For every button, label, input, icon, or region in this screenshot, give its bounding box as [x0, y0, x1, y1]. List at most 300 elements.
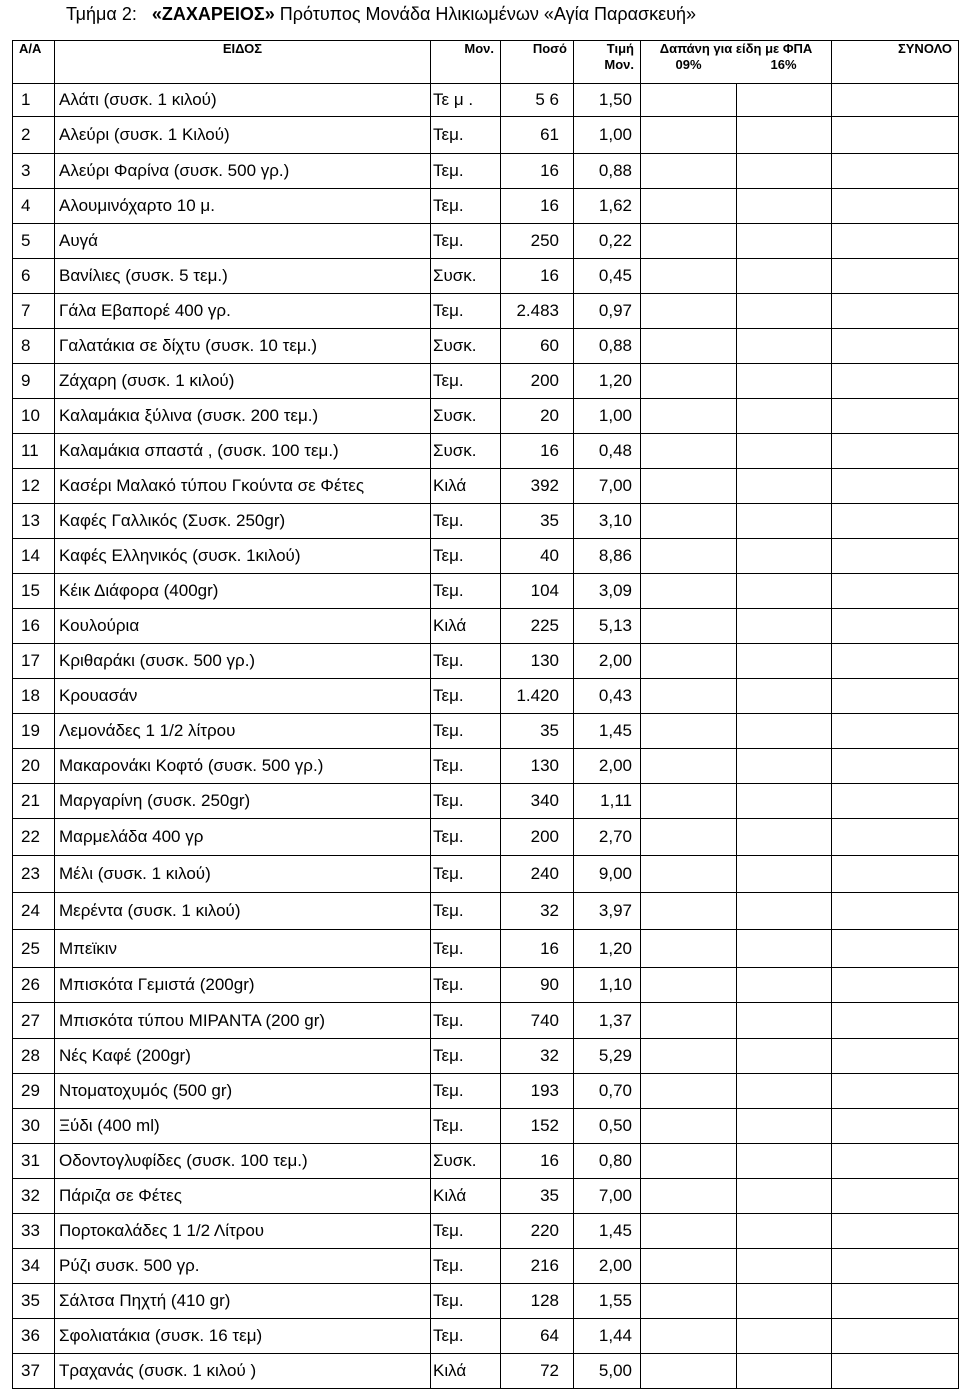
row-unit: Τεμ.	[431, 893, 501, 930]
row-num: 11	[13, 434, 55, 469]
row-price: 5,00	[574, 1354, 641, 1389]
table-row	[13, 1319, 959, 1354]
row-unit: Τεμ.	[431, 644, 501, 679]
row-qty: 32	[501, 893, 574, 930]
row-num: 36	[13, 1319, 55, 1354]
row-price: 1,11	[574, 784, 641, 819]
table-row	[13, 930, 959, 968]
table-row	[13, 1179, 959, 1214]
row-item: Πάριζα σε Φέτες	[55, 1179, 431, 1214]
row-num: 14	[13, 539, 55, 574]
row-vat9	[641, 1354, 737, 1389]
row-vat16	[737, 749, 832, 784]
row-item: Αλεύρι Φαρίνα (συσκ. 500 γρ.)	[55, 154, 431, 189]
row-total	[832, 364, 959, 399]
row-num: 21	[13, 784, 55, 819]
row-price: 0,88	[574, 154, 641, 189]
row-num: 5	[13, 224, 55, 259]
row-vat16	[737, 294, 832, 329]
row-vat16	[737, 189, 832, 224]
row-vat9	[641, 539, 737, 574]
row-qty: 60	[501, 329, 574, 364]
row-item: Σάλτσα Πηχτή (410 gr)	[55, 1284, 431, 1319]
row-vat9	[641, 84, 737, 117]
header-num: Α/Α	[13, 41, 55, 84]
row-qty: 16	[501, 154, 574, 189]
row-vat9	[641, 1249, 737, 1284]
table-row	[13, 856, 959, 893]
row-vat9	[641, 154, 737, 189]
row-vat9	[641, 749, 737, 784]
row-total	[832, 1039, 959, 1074]
row-vat9	[641, 329, 737, 364]
row-total	[832, 856, 959, 893]
row-item: Ντοματοχυμός (500 gr)	[55, 1074, 431, 1109]
row-qty: 16	[501, 259, 574, 294]
row-total	[832, 259, 959, 294]
row-vat9	[641, 1179, 737, 1214]
table-row	[13, 714, 959, 749]
table-row	[13, 399, 959, 434]
row-vat16	[737, 154, 832, 189]
row-vat9	[641, 679, 737, 714]
row-item: Καφές Γαλλικός (Συσκ. 250gr)	[55, 504, 431, 539]
row-price: 2,00	[574, 644, 641, 679]
row-unit: Κιλά	[431, 469, 501, 504]
row-qty: 16	[501, 1144, 574, 1179]
row-total	[832, 1284, 959, 1319]
row-qty: 20	[501, 399, 574, 434]
row-qty: 35	[501, 504, 574, 539]
header-unit: Μον.	[431, 41, 501, 84]
row-item: Μαργαρίνη (συσκ. 250gr)	[55, 784, 431, 819]
row-unit: Κιλά	[431, 1354, 501, 1389]
table-row	[13, 679, 959, 714]
header-qty: Ποσό	[501, 41, 574, 84]
table-row	[13, 329, 959, 364]
row-qty: 250	[501, 224, 574, 259]
row-vat16	[737, 609, 832, 644]
row-vat9	[641, 259, 737, 294]
row-vat9	[641, 644, 737, 679]
row-vat16	[737, 856, 832, 893]
row-unit: Τεμ.	[431, 574, 501, 609]
table-row	[13, 1144, 959, 1179]
row-vat16	[737, 679, 832, 714]
row-num: 20	[13, 749, 55, 784]
row-price: 0,43	[574, 679, 641, 714]
row-price: 9,00	[574, 856, 641, 893]
row-unit: Κιλά	[431, 609, 501, 644]
row-total	[832, 1144, 959, 1179]
table-row	[13, 1354, 959, 1389]
row-price: 1,44	[574, 1319, 641, 1354]
table-row	[13, 968, 959, 1003]
row-item: Ζάχαρη (συσκ. 1 κιλού)	[55, 364, 431, 399]
row-vat16	[737, 1284, 832, 1319]
row-vat16	[737, 1319, 832, 1354]
row-unit: Τεμ.	[431, 1249, 501, 1284]
row-vat9	[641, 930, 737, 968]
row-unit: Τεμ.	[431, 1319, 501, 1354]
row-qty: 35	[501, 1179, 574, 1214]
row-price: 1,10	[574, 968, 641, 1003]
row-total	[832, 469, 959, 504]
row-num: 30	[13, 1109, 55, 1144]
row-total	[832, 574, 959, 609]
row-num: 16	[13, 609, 55, 644]
row-price: 7,00	[574, 1179, 641, 1214]
row-total	[832, 784, 959, 819]
row-qty: 16	[501, 189, 574, 224]
row-item: Καφές Ελληνικός (συσκ. 1κιλού)	[55, 539, 431, 574]
row-unit: Τεμ.	[431, 784, 501, 819]
row-total	[832, 968, 959, 1003]
row-vat9	[641, 434, 737, 469]
table-row	[13, 1074, 959, 1109]
row-item: Μπεϊκιν	[55, 930, 431, 968]
row-price: 2,00	[574, 1249, 641, 1284]
row-price: 8,86	[574, 539, 641, 574]
row-vat16	[737, 259, 832, 294]
row-total	[832, 1003, 959, 1039]
row-vat9	[641, 893, 737, 930]
row-vat16	[737, 1003, 832, 1039]
table-row	[13, 644, 959, 679]
row-qty: 16	[501, 434, 574, 469]
table-row	[13, 434, 959, 469]
row-vat9	[641, 1039, 737, 1074]
row-total	[832, 609, 959, 644]
row-item: Ρύζι συσκ. 500 γρ.	[55, 1249, 431, 1284]
row-vat9	[641, 856, 737, 893]
row-item: Τραχανάς (συσκ. 1 κιλού )	[55, 1354, 431, 1389]
row-vat16	[737, 84, 832, 117]
row-price: 3,10	[574, 504, 641, 539]
title-suffix: Πρότυπος Μονάδα Ηλικιωμένων «Αγία Παρασκευή»	[279, 4, 697, 24]
row-item: Μέλι (συσκ. 1 κιλού)	[55, 856, 431, 893]
row-vat16	[737, 819, 832, 856]
row-unit: Συσκ.	[431, 329, 501, 364]
table-row	[13, 1003, 959, 1039]
row-item: Καλαμάκια σπαστά , (συσκ. 100 τεμ.)	[55, 434, 431, 469]
row-item: Αλεύρι (συσκ. 1 Κιλού)	[55, 117, 431, 154]
row-unit: Τεμ.	[431, 1074, 501, 1109]
row-price: 1,00	[574, 399, 641, 434]
table-row	[13, 574, 959, 609]
row-unit: Τεμ.	[431, 117, 501, 154]
row-price: 0,80	[574, 1144, 641, 1179]
row-vat9	[641, 574, 737, 609]
row-qty: 35	[501, 714, 574, 749]
table-row	[13, 1249, 959, 1284]
table-body	[13, 84, 959, 1389]
row-item: Αλάτι (συσκ. 1 κιλού)	[55, 84, 431, 117]
row-num: 3	[13, 154, 55, 189]
row-item: Μακαρονάκι Κοφτό (συσκ. 500 γρ.)	[55, 749, 431, 784]
row-price: 3,09	[574, 574, 641, 609]
row-num: 18	[13, 679, 55, 714]
row-unit: Τεμ.	[431, 1109, 501, 1144]
row-unit: Τεμ.	[431, 364, 501, 399]
row-vat16	[737, 644, 832, 679]
table-row	[13, 1284, 959, 1319]
row-num: 1	[13, 84, 55, 117]
row-unit: Συσκ.	[431, 259, 501, 294]
row-item: Βανίλιες (συσκ. 5 τεμ.)	[55, 259, 431, 294]
row-price: 1,62	[574, 189, 641, 224]
row-num: 4	[13, 189, 55, 224]
row-num: 35	[13, 1284, 55, 1319]
row-item: Κασέρι Μαλακό τύπου Γκούντα σε Φέτες	[55, 469, 431, 504]
row-unit: Τεμ.	[431, 294, 501, 329]
row-total	[832, 117, 959, 154]
row-vat16	[737, 399, 832, 434]
table-row	[13, 609, 959, 644]
row-total	[832, 84, 959, 117]
row-price: 2,70	[574, 819, 641, 856]
row-item: Πορτοκαλάδες 1 1/2 Λίτρου	[55, 1214, 431, 1249]
row-price: 1,50	[574, 84, 641, 117]
row-qty: 40	[501, 539, 574, 574]
row-qty: 72	[501, 1354, 574, 1389]
row-vat16	[737, 784, 832, 819]
table-row	[13, 189, 959, 224]
row-unit: Τεμ.	[431, 1039, 501, 1074]
row-unit: Τεμ.	[431, 504, 501, 539]
row-num: 19	[13, 714, 55, 749]
row-item: Γαλατάκια σε δίχτυ (συσκ. 10 τεμ.)	[55, 329, 431, 364]
row-item: Ξύδι (400 ml)	[55, 1109, 431, 1144]
row-price: 1,45	[574, 714, 641, 749]
row-item: Μερέντα (συσκ. 1 κιλού)	[55, 893, 431, 930]
row-num: 37	[13, 1354, 55, 1389]
row-vat16	[737, 364, 832, 399]
row-vat16	[737, 574, 832, 609]
row-vat9	[641, 224, 737, 259]
row-qty: 104	[501, 574, 574, 609]
row-qty: 2.483	[501, 294, 574, 329]
row-unit: Τεμ.	[431, 930, 501, 968]
table-row	[13, 893, 959, 930]
row-price: 1,00	[574, 117, 641, 154]
row-price: 5,13	[574, 609, 641, 644]
row-qty: 90	[501, 968, 574, 1003]
row-unit: Τεμ.	[431, 189, 501, 224]
row-total	[832, 189, 959, 224]
row-price: 0,88	[574, 329, 641, 364]
row-total	[832, 1249, 959, 1284]
row-total	[832, 434, 959, 469]
row-unit: Συσκ.	[431, 434, 501, 469]
row-num: 9	[13, 364, 55, 399]
row-price: 0,48	[574, 434, 641, 469]
row-vat16	[737, 117, 832, 154]
row-num: 25	[13, 930, 55, 968]
row-vat16	[737, 329, 832, 364]
row-vat16	[737, 224, 832, 259]
row-item: Γάλα Εβαπορέ 400 γρ.	[55, 294, 431, 329]
row-item: Λεμονάδες 1 1/2 λίτρου	[55, 714, 431, 749]
row-vat9	[641, 1074, 737, 1109]
row-item: Κέικ Διάφορα (400gr)	[55, 574, 431, 609]
row-total	[832, 644, 959, 679]
row-unit: Τεμ.	[431, 856, 501, 893]
row-qty: 5 6	[501, 84, 574, 117]
row-price: 7,00	[574, 469, 641, 504]
row-unit: Κιλά	[431, 1179, 501, 1214]
row-num: 6	[13, 259, 55, 294]
row-vat9	[641, 784, 737, 819]
row-item: Κρουασάν	[55, 679, 431, 714]
row-price: 1,45	[574, 1214, 641, 1249]
table-row	[13, 117, 959, 154]
table-row	[13, 154, 959, 189]
row-vat9	[641, 1144, 737, 1179]
header-vat-16: 16%	[770, 57, 797, 72]
row-vat16	[737, 434, 832, 469]
row-qty: 130	[501, 644, 574, 679]
row-num: 32	[13, 1179, 55, 1214]
row-item: Μαρμελάδα 400 γρ	[55, 819, 431, 856]
row-num: 27	[13, 1003, 55, 1039]
row-vat16	[737, 539, 832, 574]
row-num: 26	[13, 968, 55, 1003]
items-table	[12, 40, 959, 1389]
row-qty: 130	[501, 749, 574, 784]
row-vat9	[641, 294, 737, 329]
row-price: 3,97	[574, 893, 641, 930]
row-num: 29	[13, 1074, 55, 1109]
row-num: 15	[13, 574, 55, 609]
table-row	[13, 504, 959, 539]
table-row	[13, 469, 959, 504]
row-vat16	[737, 968, 832, 1003]
row-num: 22	[13, 819, 55, 856]
row-vat16	[737, 1249, 832, 1284]
row-price: 0,97	[574, 294, 641, 329]
row-item: Καλαμάκια ξύλινα (συσκ. 200 τεμ.)	[55, 399, 431, 434]
row-unit: Τεμ.	[431, 819, 501, 856]
row-qty: 340	[501, 784, 574, 819]
row-total	[832, 749, 959, 784]
table-row	[13, 84, 959, 117]
row-num: 8	[13, 329, 55, 364]
row-total	[832, 1214, 959, 1249]
row-num: 2	[13, 117, 55, 154]
row-qty: 16	[501, 930, 574, 968]
table-row	[13, 1039, 959, 1074]
row-qty: 128	[501, 1284, 574, 1319]
row-total	[832, 1074, 959, 1109]
table-row	[13, 539, 959, 574]
row-price: 0,45	[574, 259, 641, 294]
row-vat9	[641, 189, 737, 224]
row-vat9	[641, 1319, 737, 1354]
row-vat16	[737, 504, 832, 539]
row-qty: 392	[501, 469, 574, 504]
row-num: 7	[13, 294, 55, 329]
header-vat-9: 09%	[675, 57, 702, 72]
table-row	[13, 364, 959, 399]
row-qty: 64	[501, 1319, 574, 1354]
row-num: 12	[13, 469, 55, 504]
title-prefix: Τμήμα 2:	[66, 4, 137, 24]
row-price: 0,70	[574, 1074, 641, 1109]
row-total	[832, 154, 959, 189]
row-vat9	[641, 1284, 737, 1319]
row-total	[832, 714, 959, 749]
row-unit: Τεμ.	[431, 1214, 501, 1249]
row-item: Αυγά	[55, 224, 431, 259]
row-num: 17	[13, 644, 55, 679]
row-vat16	[737, 893, 832, 930]
row-item: Οδοντογλυφίδες (συσκ. 100 τεμ.)	[55, 1144, 431, 1179]
row-vat9	[641, 609, 737, 644]
row-qty: 193	[501, 1074, 574, 1109]
row-total	[832, 329, 959, 364]
row-num: 23	[13, 856, 55, 893]
row-num: 13	[13, 504, 55, 539]
row-item: Νές Καφέ (200gr)	[55, 1039, 431, 1074]
row-qty: 220	[501, 1214, 574, 1249]
row-price: 0,22	[574, 224, 641, 259]
row-vat16	[737, 1144, 832, 1179]
row-qty: 240	[501, 856, 574, 893]
row-unit: Συσκ.	[431, 399, 501, 434]
row-price: 0,50	[574, 1109, 641, 1144]
row-vat16	[737, 1039, 832, 1074]
row-qty: 200	[501, 364, 574, 399]
row-unit: Τεμ.	[431, 968, 501, 1003]
row-total	[832, 224, 959, 259]
row-vat9	[641, 469, 737, 504]
header-price-line1: Τιμή	[606, 41, 634, 56]
header-price-line2: Μον.	[604, 57, 634, 72]
row-unit: Τεμ.	[431, 224, 501, 259]
row-total	[832, 1109, 959, 1144]
header-item: ΕΙΔΟΣ	[55, 41, 431, 84]
row-unit: Τεμ.	[431, 539, 501, 574]
row-qty: 61	[501, 117, 574, 154]
row-unit: Τεμ.	[431, 714, 501, 749]
title-brand: «ΖΑΧΑΡΕΙΟΣ»	[151, 4, 275, 24]
row-unit: Συσκ.	[431, 1144, 501, 1179]
row-num: 31	[13, 1144, 55, 1179]
row-num: 34	[13, 1249, 55, 1284]
row-total	[832, 1319, 959, 1354]
row-item: Σφολιατάκια (συσκ. 16 τεμ)	[55, 1319, 431, 1354]
row-total	[832, 294, 959, 329]
row-qty: 152	[501, 1109, 574, 1144]
row-vat9	[641, 399, 737, 434]
header-price	[574, 41, 641, 84]
table-row	[13, 294, 959, 329]
row-total	[832, 1354, 959, 1389]
row-vat16	[737, 714, 832, 749]
row-total	[832, 504, 959, 539]
row-unit: Τεμ.	[431, 154, 501, 189]
row-vat9	[641, 504, 737, 539]
table-row	[13, 259, 959, 294]
row-total	[832, 679, 959, 714]
row-item: Μπισκότα τύπου ΜΙΡΑΝΤΑ (200 gr)	[55, 1003, 431, 1039]
row-total	[832, 819, 959, 856]
row-vat16	[737, 1074, 832, 1109]
row-vat9	[641, 714, 737, 749]
row-vat9	[641, 364, 737, 399]
row-item: Μπισκότα Γεμιστά (200gr)	[55, 968, 431, 1003]
